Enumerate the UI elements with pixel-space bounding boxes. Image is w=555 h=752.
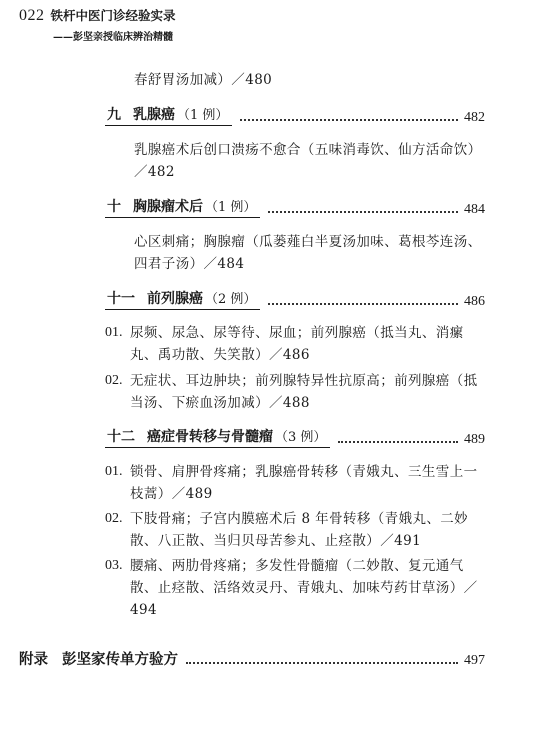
section-case-count: （3 例） (275, 430, 327, 445)
appendix-title: 彭坚家传单方验方 (62, 652, 178, 668)
section-title: 胸腺瘤术后 (133, 199, 203, 215)
toc-section-11[interactable] (105, 288, 485, 310)
toc-entry-number: 01. (105, 325, 123, 340)
appendix-page: 497 (464, 653, 485, 668)
toc-section-12[interactable] (105, 426, 485, 448)
appendix-label: 附录 (19, 652, 48, 668)
dot-leader (338, 441, 458, 443)
toc-entry[interactable]: 腰痛、两肋骨疼痛；多发性骨髓瘤（二妙散、复元通气散、止痉散、活络效灵丹、青娥丸、加味芍药甘草汤）／494 (130, 558, 478, 618)
section-page: 486 (464, 294, 485, 309)
section-case-count: （2 例） (205, 292, 257, 307)
toc-entry-number: 02. (105, 511, 123, 526)
toc-section-10[interactable] (105, 196, 485, 218)
header-book-title: 铁杆中医门诊经验实录 (50, 8, 176, 23)
toc-entry-number: 01. (105, 464, 123, 479)
section-title: 癌症骨转移与骨髓瘤 (147, 429, 273, 445)
toc-appendix[interactable] (19, 647, 485, 669)
toc-entry[interactable]: 尿频、尿急、尿等待、尿血；前列腺癌（抵当丸、消瘰丸、禹功散、失笑散）／486 (130, 325, 464, 363)
toc-entry[interactable]: 乳腺癌术后创口溃疡不愈合（五味消毒饮、仙方活命饮）／482 (134, 142, 482, 180)
section-case-count: （1 例） (205, 200, 257, 215)
section-number: 十一 (107, 291, 135, 307)
toc-entry[interactable]: 心区刺痛；胸腺瘤（瓜蒌薤白半夏汤加味、葛根芩连汤、四君子汤）／484 (134, 234, 482, 272)
section-number: 十 (107, 199, 121, 215)
header-page-number: 022 (19, 7, 45, 24)
toc-entry-number: 02. (105, 373, 123, 388)
toc-entry[interactable]: 锁骨、肩胛骨疼痛；乳腺癌骨转移（青娥丸、三生雪上一枝蒿）／489 (130, 464, 478, 502)
toc-entry[interactable]: 无症状、耳边肿块；前列腺特异性抗原高；前列腺癌（抵当汤、下瘀血汤加减）／488 (130, 373, 478, 411)
section-number: 十二 (107, 429, 135, 445)
dot-leader (240, 119, 458, 121)
toc-entry[interactable]: 下肢骨痛；子宫内膜癌术后 8 年骨转移（青娥丸、二妙散、八正散、当归贝母苦参丸、止痉散）／491 (130, 511, 469, 549)
dot-leader (186, 662, 458, 664)
section-page: 482 (464, 110, 485, 125)
header-subtitle: ——彭坚亲授临床辨治精髓 (53, 32, 173, 43)
section-title: 乳腺癌 (133, 107, 175, 123)
section-case-count: （1 例） (177, 108, 229, 123)
toc-section-9[interactable] (105, 104, 485, 126)
section-title: 前列腺癌 (147, 291, 203, 307)
toc-entry-continued: 春舒胃汤加减）／480 (134, 72, 273, 88)
toc-entry-number: 03. (105, 558, 123, 573)
dot-leader (268, 303, 458, 305)
dot-leader (268, 211, 458, 213)
running-header (19, 7, 539, 43)
section-number: 九 (107, 107, 121, 123)
section-page: 489 (464, 432, 485, 447)
section-page: 484 (464, 202, 485, 217)
